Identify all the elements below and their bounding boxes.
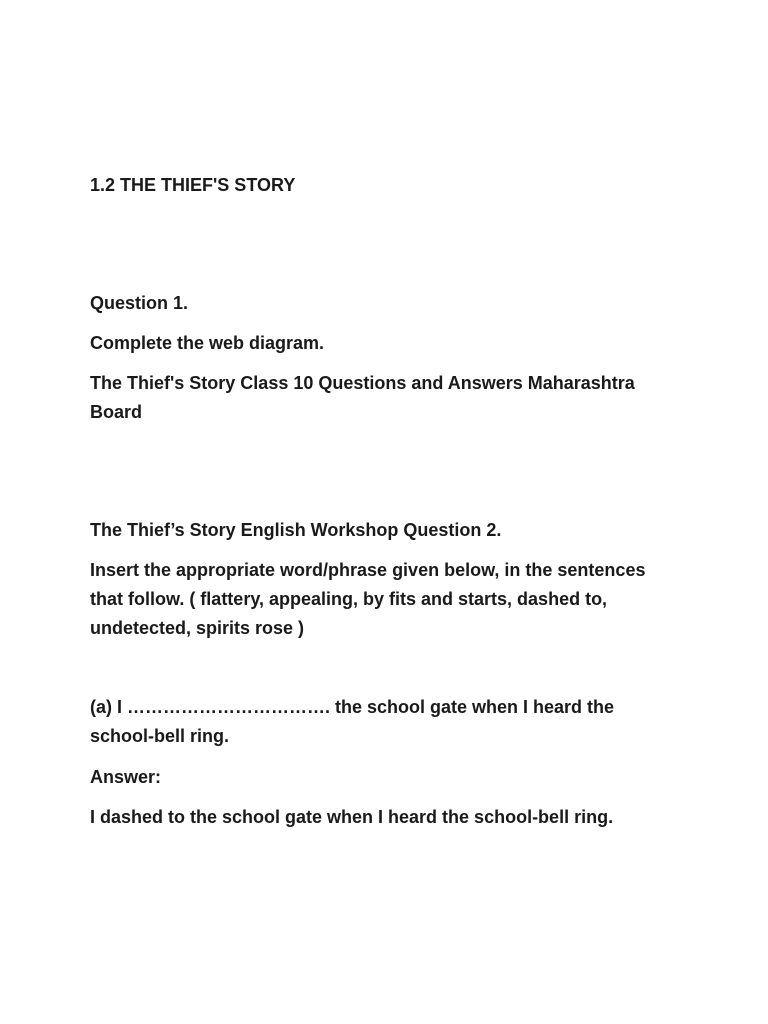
question-2-heading: The Thief’s Story English Workshop Question 2. — [90, 520, 502, 540]
question-2-instruction: Insert the appropriate word/phrase given below, in the sentences that follow. ( flattery, appealing, by fits and starts, dashed to, undetected, spirits rose ) — [90, 560, 646, 638]
question-1-heading: Question 1. — [90, 293, 189, 313]
answer-label: Answer: — [90, 767, 162, 787]
section-title: 1.2 THE THIEF'S STORY — [90, 175, 296, 195]
question-2-item-a: (a) I ……………………………. the school gate when I heard the school-bell ring. — [90, 697, 615, 746]
question-1-reference: The Thief's Story Class 10 Questions and Answers Maharashtra Board — [90, 373, 635, 422]
answer-text: I dashed to the school gate when I heard the school-bell ring. — [90, 807, 614, 827]
question-1-instruction: Complete the web diagram. — [90, 333, 325, 353]
